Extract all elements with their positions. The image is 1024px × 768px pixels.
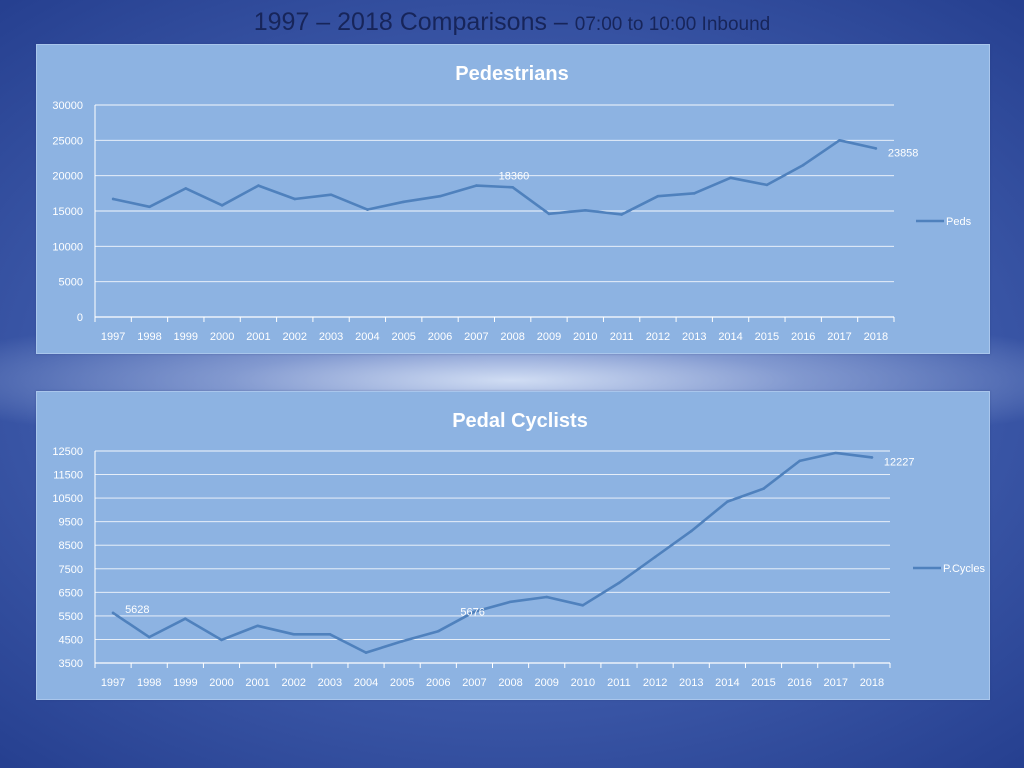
- cyc-data-point: [437, 630, 440, 633]
- cyc-data-point: [871, 456, 874, 459]
- cyc-y-tick-label: 11500: [53, 469, 83, 482]
- cyc-x-tick-label: 1999: [173, 677, 198, 689]
- peds-x-tick-label: 1999: [173, 331, 199, 343]
- pedal-cyclists-chart-panel: [36, 391, 990, 700]
- peds-data-point: [257, 184, 260, 187]
- slide-title-main: 1997 – 2018 Comparisons –: [253, 8, 575, 36]
- pedestrians-chart: [37, 45, 989, 353]
- peds-data-point: [620, 213, 623, 216]
- cyc-x-tick-label: 2005: [389, 677, 415, 689]
- peds-data-point: [875, 147, 878, 150]
- cyc-x-tick-label: 2008: [498, 677, 523, 689]
- cyc-data-point: [798, 460, 801, 463]
- cyc-data-point: [329, 633, 332, 636]
- cyc-data-point: [148, 636, 151, 639]
- pedal-cyclists-chart: [37, 392, 989, 699]
- peds-data-point: [693, 192, 696, 195]
- cyc-y-tick-label: 9500: [58, 516, 83, 529]
- peds-x-tick-label: 2014: [718, 331, 743, 343]
- cyc-data-point: [401, 640, 404, 643]
- cyc-x-tick-label: 2002: [281, 677, 306, 689]
- slide-title-time-range: 07:00 to 10:00 Inbound: [574, 14, 771, 35]
- peds-y-tick-label: 30000: [52, 100, 83, 112]
- cyc-x-tick-label: 2006: [426, 677, 451, 689]
- peds-x-tick-label: 1997: [100, 331, 126, 343]
- peds-y-tick-label: 5000: [58, 276, 83, 289]
- peds-x-tick-label: 2009: [536, 331, 562, 343]
- peds-x-tick-label: 2007: [464, 331, 489, 343]
- peds-data-point: [475, 184, 478, 187]
- cyc-x-tick-label: 1997: [100, 677, 126, 689]
- cyc-data-point: [582, 604, 585, 607]
- peds-data-point: [184, 187, 187, 190]
- cyc-data-point: [834, 452, 837, 455]
- cyc-x-tick-label: 2000: [209, 677, 234, 689]
- cyc-data-point: [726, 500, 729, 503]
- peds-data-label: 23858: [887, 147, 919, 160]
- cyc-x-tick-label: 2010: [570, 677, 596, 689]
- peds-x-tick-label: 2006: [427, 331, 453, 343]
- cyc-data-point: [112, 612, 115, 615]
- peds-x-tick-label: 2015: [754, 331, 780, 343]
- peds-y-tick-label: 10000: [52, 241, 83, 254]
- peds-data-point: [838, 139, 841, 142]
- peds-data-point: [148, 205, 151, 208]
- peds-data-point: [548, 213, 551, 216]
- peds-data-point: [293, 198, 296, 201]
- peds-y-tick-label: 15000: [52, 206, 83, 218]
- cyc-x-tick-label: 2014: [715, 677, 740, 689]
- cyc-x-tick-label: 2015: [751, 677, 776, 689]
- cyc-y-tick-label: 4500: [58, 634, 83, 647]
- cyc-y-tick-label: 6500: [58, 587, 83, 600]
- cyc-legend-label: P.Cycles: [943, 563, 985, 575]
- cyc-y-tick-label: 8500: [58, 540, 83, 553]
- peds-x-tick-label: 2003: [318, 331, 344, 343]
- cyc-x-tick-label: 2017: [823, 677, 849, 689]
- peds-x-tick-label: 2000: [209, 331, 235, 343]
- cyc-data-point: [256, 624, 259, 627]
- peds-data-point: [802, 164, 805, 167]
- peds-x-tick-label: 2002: [282, 331, 307, 343]
- cyc-x-tick-label: 2003: [317, 677, 343, 689]
- peds-x-tick-label: 2017: [827, 331, 852, 343]
- peds-data-point: [221, 204, 224, 207]
- peds-x-tick-label: 2004: [355, 331, 380, 343]
- cyc-data-point: [618, 582, 621, 585]
- slide-title: [0, 8, 1024, 37]
- cyc-x-tick-label: 2001: [245, 677, 270, 689]
- pedestrians-chart-panel: [36, 44, 990, 354]
- peds-x-tick-label: 2018: [863, 331, 889, 343]
- peds-x-tick-label: 2005: [391, 331, 416, 343]
- peds-data-point: [402, 201, 405, 204]
- cyc-x-tick-label: 1998: [136, 677, 162, 689]
- peds-x-tick-label: 2008: [500, 331, 525, 343]
- cyc-x-tick-label: 2016: [787, 677, 812, 689]
- peds-data-point: [766, 184, 769, 187]
- cyc-data-label: 5676: [460, 606, 485, 619]
- peds-data-point: [439, 195, 442, 198]
- cyc-y-tick-label: 7500: [58, 563, 83, 576]
- cyc-y-tick-label: 3500: [58, 658, 83, 670]
- peds-y-tick-label: 20000: [52, 170, 83, 183]
- peds-x-tick-label: 2016: [790, 331, 816, 343]
- cyc-y-tick-label: 5500: [58, 610, 83, 623]
- peds-legend-label: Peds: [946, 216, 972, 228]
- peds-x-tick-label: 1998: [137, 331, 162, 343]
- peds-x-tick-label: 2001: [246, 331, 271, 343]
- cyc-y-tick-label: 12500: [52, 446, 83, 458]
- peds-data-label: 18360: [498, 170, 530, 183]
- cyc-data-label: 12227: [883, 456, 915, 469]
- peds-data-point: [366, 208, 369, 211]
- pedestrians-chart-title: Pedestrians: [455, 63, 569, 85]
- peds-data-point: [330, 193, 333, 196]
- peds-y-tick-label: 0: [76, 312, 83, 324]
- peds-series-line: [113, 140, 876, 214]
- peds-data-point: [729, 176, 732, 179]
- cyc-x-tick-label: 2018: [859, 677, 885, 689]
- peds-x-tick-label: 2011: [609, 331, 634, 343]
- cyc-y-tick-label: 10500: [52, 493, 83, 506]
- cyc-data-point: [690, 530, 693, 533]
- cyc-x-tick-label: 2012: [642, 677, 668, 689]
- cyc-data-label: 5628: [125, 603, 150, 616]
- peds-data-point: [657, 195, 660, 198]
- cyc-data-point: [545, 596, 548, 599]
- peds-data-point: [511, 186, 514, 189]
- cyc-data-point: [654, 556, 657, 559]
- peds-x-tick-label: 2010: [573, 331, 598, 343]
- peds-x-tick-label: 2012: [645, 331, 671, 343]
- cyc-x-tick-label: 2004: [353, 677, 379, 689]
- cyc-data-point: [292, 633, 295, 636]
- cyc-x-tick-label: 2011: [607, 677, 631, 689]
- cyc-x-tick-label: 2007: [462, 677, 487, 689]
- peds-data-point: [584, 209, 587, 212]
- peds-data-point: [112, 198, 115, 201]
- pedal-cyclists-chart-title: Pedal Cyclists: [452, 410, 588, 432]
- cyc-data-point: [509, 600, 512, 603]
- cyc-data-point: [365, 651, 368, 654]
- cyc-x-tick-label: 2009: [534, 677, 559, 689]
- cyc-x-tick-label: 2013: [679, 677, 704, 689]
- peds-x-tick-label: 2013: [682, 331, 707, 343]
- cyc-series-line: [113, 453, 872, 653]
- cyc-data-point: [184, 617, 187, 620]
- cyc-data-point: [762, 487, 765, 490]
- cyc-data-point: [220, 639, 223, 642]
- peds-y-tick-label: 25000: [52, 135, 83, 148]
